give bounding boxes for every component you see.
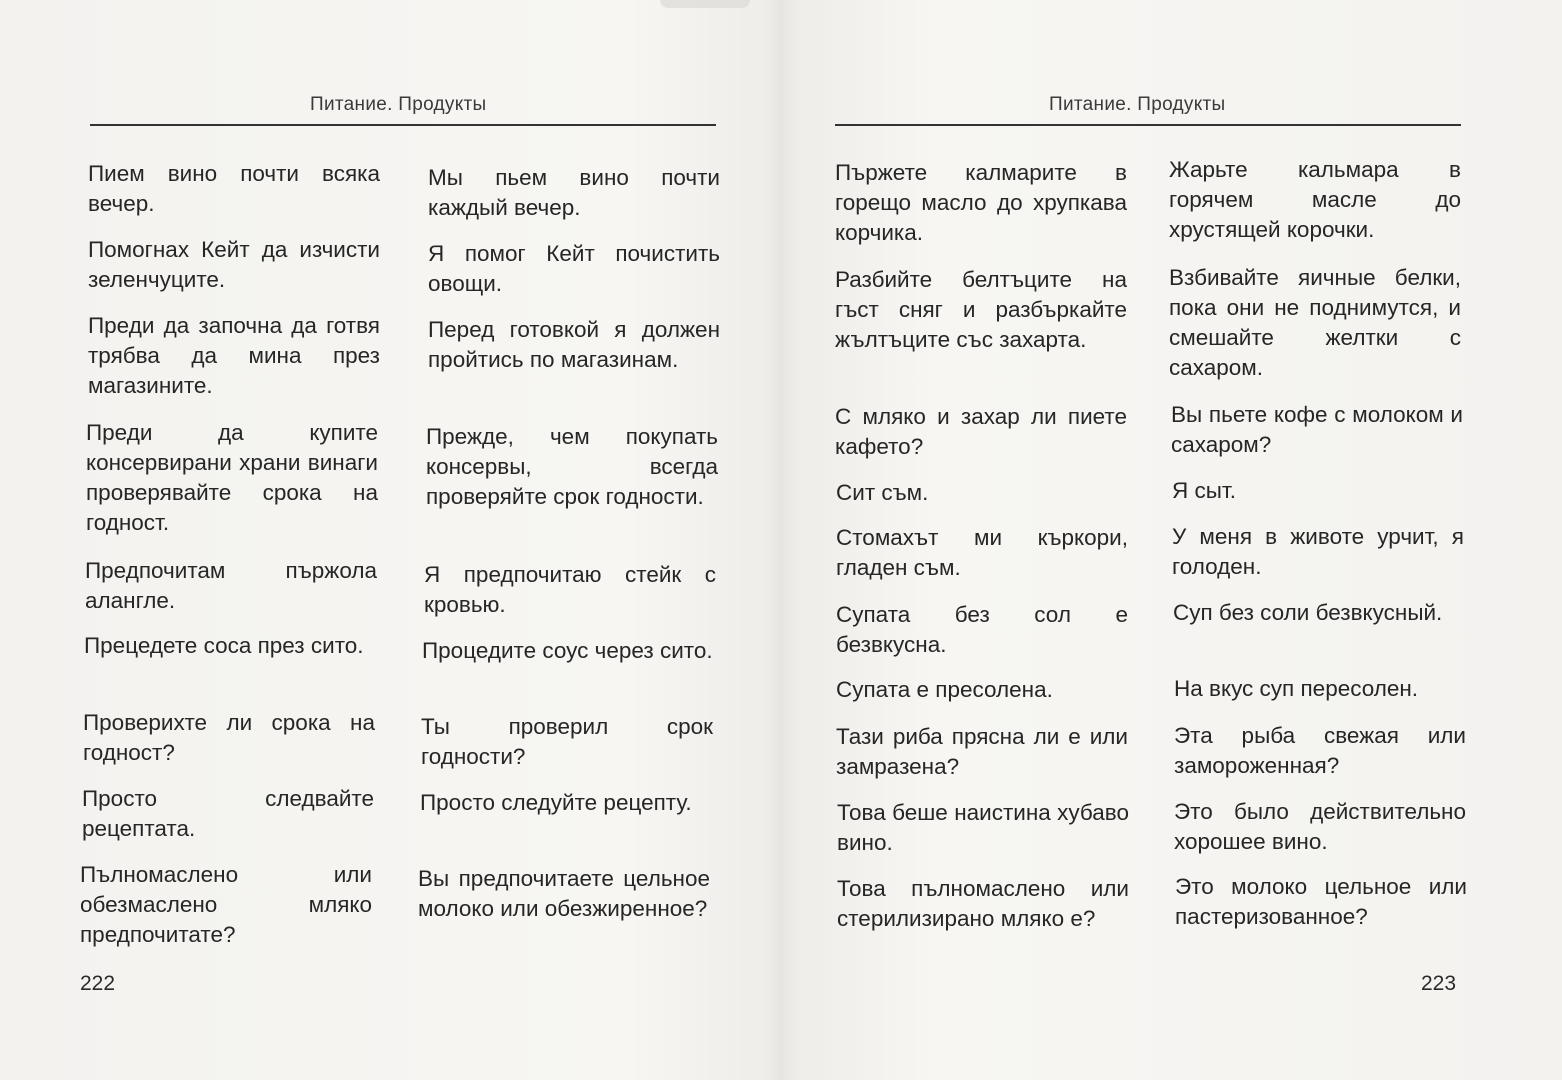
russian-translation: Прежде, чем покупать консервы, всегда проверяйте срок годности. <box>426 424 718 509</box>
page-number: 223 <box>1421 972 1457 995</box>
bulgarian-phrase: Това беше наистина хубаво вино. <box>837 800 1129 855</box>
russian-translation: Взбивайте яичные белки, пока они не поднимутся, и смешайте желтки с сахаром. <box>1169 265 1461 380</box>
bulgarian-phrase: С мляко и захар ли пиете кафето? <box>835 404 1127 459</box>
bulgarian-phrase: Стомахът ми къркори, гладен съм. <box>836 525 1128 580</box>
russian-translation: Вы предпочитаете цельное молоко или обезжиренное? <box>418 866 710 921</box>
bulgarian-phrase: Преди да купите консервирани храни винаги проверявайте срока на годност. <box>86 420 378 535</box>
bulgarian-phrase: Тази риба прясна ли е или замразена? <box>836 724 1128 779</box>
bulgarian-phrase: Това пълномаслено или стерилизирано мляко е? <box>837 876 1129 931</box>
russian-translation: Жарьте кальмара в горячем масле до хрустящей корочки. <box>1169 157 1461 242</box>
bulgarian-phrase: Супата без сол е безвкусна. <box>836 602 1128 657</box>
bulgarian-phrase: Разбийте белтъците на гъст сняг и разбъркайте жълтъците със захарта. <box>835 267 1127 352</box>
russian-translation: У меня в животе урчит, я голоден. <box>1172 524 1464 579</box>
russian-translation: На вкус суп пересолен. <box>1174 676 1419 701</box>
russian-translation: Просто следуйте рецепту. <box>420 790 692 815</box>
russian-translation: Процедите соус через сито. <box>422 638 713 663</box>
header-rule <box>90 124 716 126</box>
bulgarian-phrase: Супата е пресолена. <box>836 677 1053 702</box>
bulgarian-phrase: Просто следвайте рецептата. <box>82 786 374 841</box>
russian-translation: Я помог Кейт почистить овощи. <box>428 241 720 296</box>
right-page <box>781 0 1562 1080</box>
russian-translation: Ты проверил срок годности? <box>421 714 713 769</box>
russian-translation: Я сыт. <box>1172 478 1236 503</box>
russian-translation: Эта рыба свежая или замороженная? <box>1174 723 1466 778</box>
bulgarian-phrase: Пържете калмарите в горещо масло до хрупкава корчика. <box>835 160 1127 245</box>
bulgarian-phrase: Пълномаслено или обезмаслено мляко предпочитате? <box>80 862 372 947</box>
russian-translation: Я предпочитаю стейк с кровью. <box>424 562 716 617</box>
bulgarian-phrase: Прецедете соса през сито. <box>84 633 364 658</box>
russian-translation: Перед готовкой я должен пройтись по магазинам. <box>428 317 720 372</box>
russian-translation: Суп без соли безвкусный. <box>1173 600 1443 625</box>
russian-translation: Это было действительно хорошее вино. <box>1174 799 1466 854</box>
header-rule <box>835 124 1461 126</box>
bulgarian-phrase: Проверихте ли срока на годност? <box>83 710 375 765</box>
page-number: 222 <box>80 972 116 995</box>
bulgarian-phrase: Сит съм. <box>836 480 929 505</box>
russian-translation: Вы пьете кофе с молоком и сахаром? <box>1171 402 1463 457</box>
bulgarian-phrase: Преди да започна да готвя трябва да мина през магазините. <box>88 313 380 398</box>
russian-translation: Мы пьем вино почти каждый вечер. <box>428 165 720 220</box>
bulgarian-phrase: Помогнах Кейт да изчисти зеленчуците. <box>88 237 380 292</box>
russian-translation: Это молоко цельное или пастеризованное? <box>1175 874 1467 929</box>
bulgarian-phrase: Предпочитам пържола алангле. <box>85 558 377 613</box>
running-head: Питание. Продукты <box>310 94 487 115</box>
bulgarian-phrase: Пием вино почти всяка вечер. <box>88 161 380 216</box>
running-head: Питание. Продукты <box>1049 94 1226 115</box>
